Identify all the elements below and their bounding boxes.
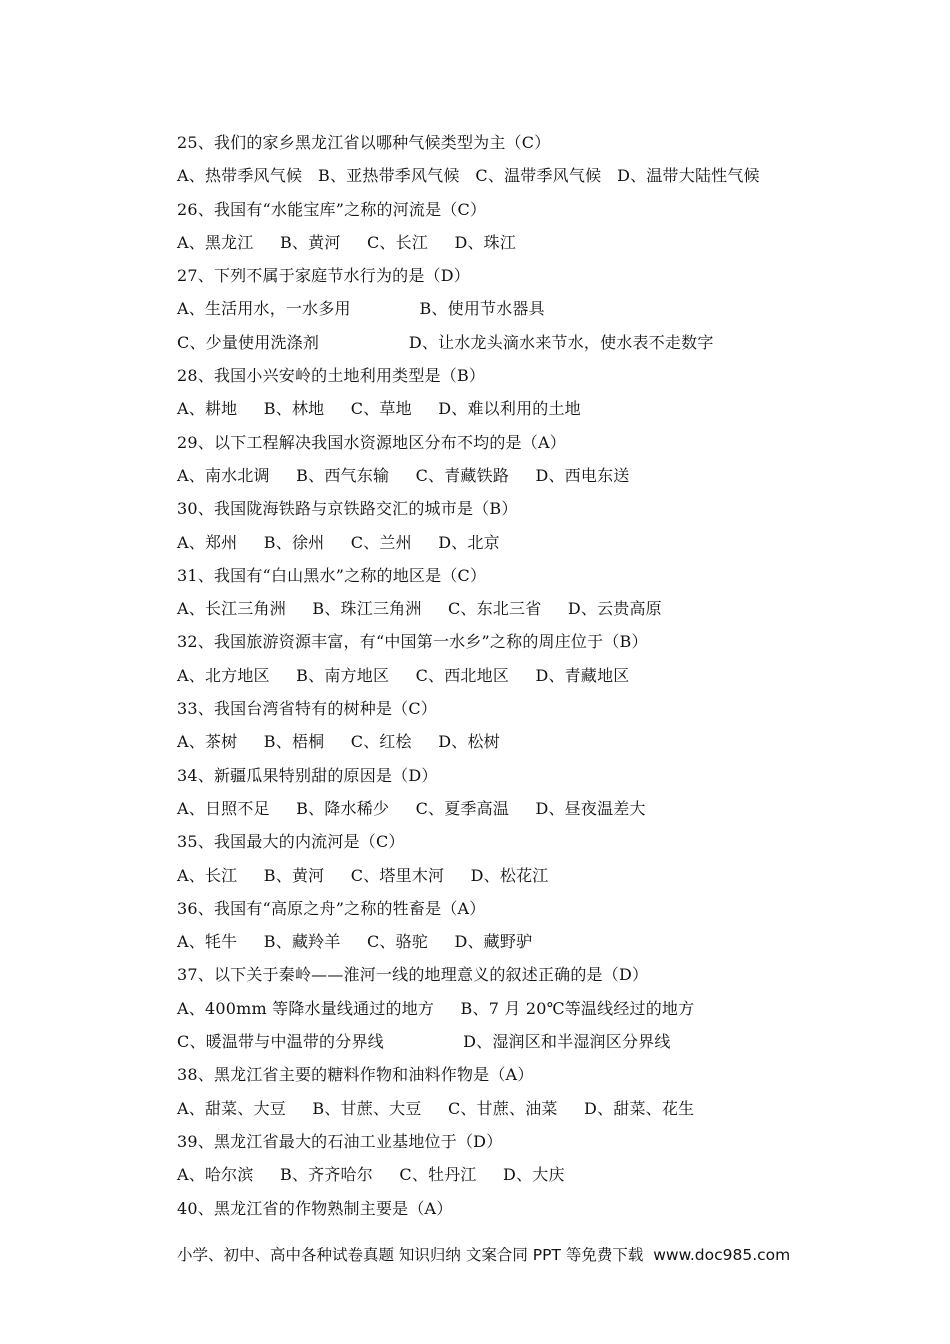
question-text: 30、我国陇海铁路与京铁路交汇的城市是（B） xyxy=(177,499,518,519)
question-text: 31、我国有“白山黑水”之称的地区是（C） xyxy=(177,565,487,585)
question-text: 38、黑龙江省主要的糖料作物和油料作物是（A） xyxy=(177,1065,534,1085)
answer-options: A、牦牛 B、藏羚羊 C、骆驼 D、藏野驴 xyxy=(177,932,533,952)
question-item xyxy=(177,825,897,892)
answer-options: A、400mm 等降水量线通过的地方 B、7 月 20℃等温线经过的地方 xyxy=(177,998,695,1018)
question-list xyxy=(177,126,897,1225)
answer-options: A、甜菜、大豆 B、甘蔗、大豆 C、甘蔗、油菜 D、甜菜、花生 xyxy=(177,1098,695,1118)
question-item xyxy=(177,259,897,359)
question-item xyxy=(177,892,897,959)
question-item xyxy=(177,426,897,493)
question-item xyxy=(177,625,897,692)
page-footer: 小学、初中、高中各种试卷真题 知识归纳 文案合同 PPT 等免费下载 www.doc985.com xyxy=(177,1246,791,1264)
question-item xyxy=(177,958,897,1058)
answer-options: C、暖温带与中温带的分界线 D、湿润区和半湿润区分界线 xyxy=(177,1032,671,1052)
question-item xyxy=(177,1125,897,1192)
question-text: 39、黑龙江省最大的石油工业基地位于（D） xyxy=(177,1131,503,1151)
question-text: 34、新疆瓜果特别甜的原因是（D） xyxy=(177,765,438,785)
question-text: 35、我国最大的内流河是（C） xyxy=(177,832,405,852)
question-item xyxy=(177,759,897,826)
question-text: 26、我国有“水能宝库”之称的河流是（C） xyxy=(177,199,487,219)
question-text: 29、以下工程解决我国水资源地区分布不均的是（A） xyxy=(177,432,566,452)
answer-options: A、哈尔滨 B、齐齐哈尔 C、牡丹江 D、大庆 xyxy=(177,1165,565,1185)
answer-options: A、茶树 B、梧桐 C、红桧 D、松树 xyxy=(177,732,500,752)
question-item xyxy=(177,1058,897,1125)
answer-options: A、耕地 B、林地 C、草地 D、难以利用的土地 xyxy=(177,399,581,419)
answer-options: A、北方地区 B、南方地区 C、西北地区 D、青藏地区 xyxy=(177,665,630,685)
question-text: 33、我国台湾省特有的树种是（C） xyxy=(177,699,438,719)
answer-options: A、生活用水，一水多用 B、使用节水器具 xyxy=(177,299,545,319)
question-item xyxy=(177,193,897,260)
answer-options: A、黑龙江 B、黄河 C、长江 D、珠江 xyxy=(177,232,517,252)
question-item xyxy=(177,1192,897,1225)
question-text: 27、下列不属于家庭节水行为的是（D） xyxy=(177,266,470,286)
question-text: 25、我们的家乡黑龙江省以哪种气候类型为主（C） xyxy=(177,133,551,152)
answer-options: A、南水北调 B、西气东输 C、青藏铁路 D、西电东送 xyxy=(177,465,630,485)
question-item xyxy=(177,126,897,193)
question-text: 37、以下关于秦岭——淮河一线的地理意义的叙述正确的是（D） xyxy=(177,965,649,985)
question-item xyxy=(177,559,897,626)
question-text: 36、我国有“高原之舟”之称的牲畜是（A） xyxy=(177,898,486,918)
answer-options: A、郑州 B、徐州 C、兰州 D、北京 xyxy=(177,532,500,552)
question-item xyxy=(177,492,897,559)
answer-options: A、长江 B、黄河 C、塔里木河 D、松花江 xyxy=(177,865,549,885)
answer-options: A、日照不足 B、降水稀少 C、夏季高温 D、昼夜温差大 xyxy=(177,798,646,818)
answer-options: A、长江三角洲 B、珠江三角洲 C、东北三省 D、云贵高原 xyxy=(177,599,662,619)
question-item xyxy=(177,692,897,759)
question-text: 40、黑龙江省的作物熟制主要是（A） xyxy=(177,1198,453,1218)
answer-options: C、少量使用洗涤剂 D、让水龙头滴水来节水，使水表不走数字 xyxy=(177,332,714,352)
question-text: 28、我国小兴安岭的土地利用类型是（B） xyxy=(177,366,486,386)
question-item xyxy=(177,359,897,426)
question-text: 32、我国旅游资源丰富，有“中国第一水乡”之称的周庄位于（B） xyxy=(177,632,648,652)
answer-options: A、热带季风气候 B、亚热带季风气候 C、温带季风气候 D、温带大陆性气候 xyxy=(177,166,760,186)
